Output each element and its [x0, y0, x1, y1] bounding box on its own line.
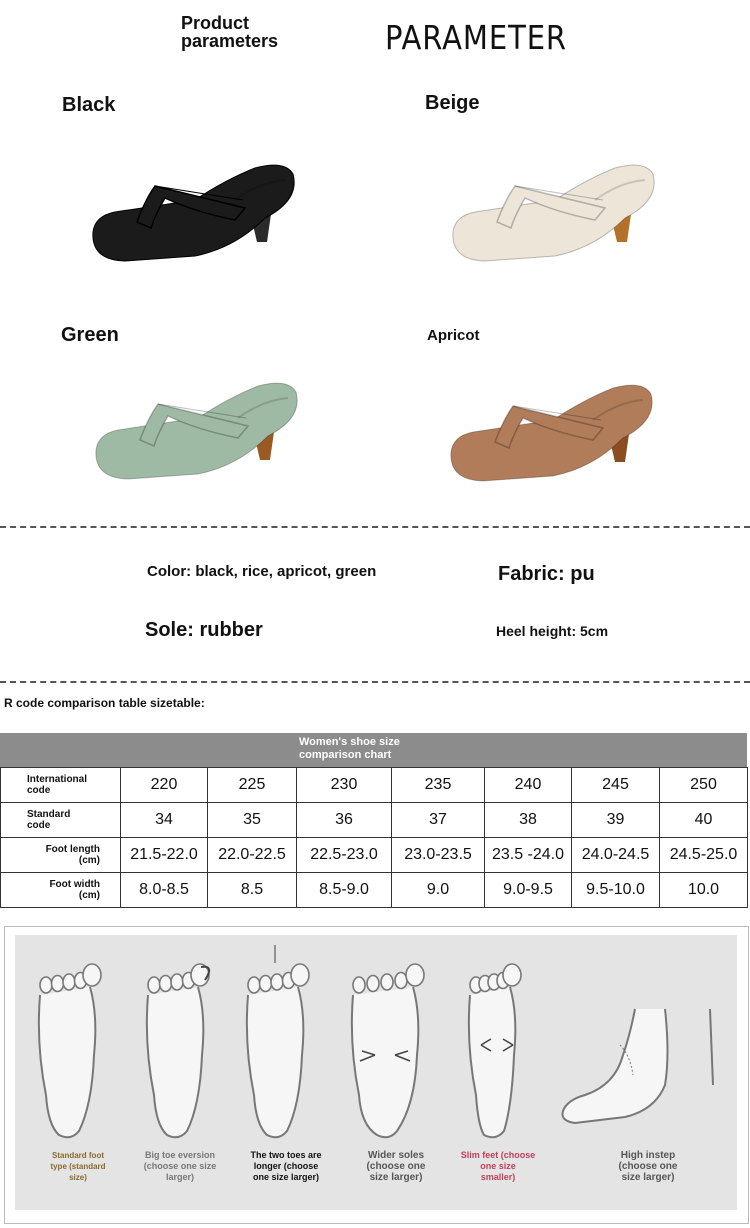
table-cell: 220	[121, 768, 208, 803]
table-cell: 8.5-9.0	[297, 873, 392, 908]
parameter-title: PARAMETER	[385, 18, 567, 57]
table-row	[1, 873, 748, 908]
row-label: Foot length (cm)	[1, 838, 121, 873]
table-cell: 10.0	[660, 873, 748, 908]
table-cell: 240	[485, 768, 572, 803]
table-cell: 9.0-9.5	[485, 873, 572, 908]
table-row	[1, 838, 748, 873]
row-label: Standard code	[1, 803, 121, 838]
table-cell: 22.0-22.5	[208, 838, 297, 873]
row-label: Foot width (cm)	[1, 873, 121, 908]
variant-label-black: Black	[62, 94, 116, 116]
table-cell: 35	[208, 803, 297, 838]
table-cell: 34	[121, 803, 208, 838]
table-cell: 8.0-8.5	[121, 873, 208, 908]
table-cell: 37	[392, 803, 485, 838]
size-table	[0, 767, 748, 908]
foot-type-caption: Slim feet (choose one size smaller)	[460, 1150, 536, 1182]
product-parameters-heading: Product parameters	[181, 13, 279, 51]
table-cell: 21.5-22.0	[121, 838, 208, 873]
row-label: International code	[1, 768, 121, 803]
table-cell: 8.5	[208, 873, 297, 908]
foot-type-caption: The two toes are longer (choose one size larger)	[250, 1150, 322, 1182]
table-cell: 24.5-25.0	[660, 838, 748, 873]
variant-label-apricot: Apricot	[427, 327, 480, 344]
size-table-heading-line2: comparison chart	[299, 749, 392, 761]
table-cell: 23.0-23.5	[392, 838, 485, 873]
table-cell: 38	[485, 803, 572, 838]
table-cell: 9.5-10.0	[572, 873, 660, 908]
spec-heel-height: Heel height: 5cm	[496, 623, 609, 639]
table-row	[1, 768, 748, 803]
table-cell: 36	[297, 803, 392, 838]
table-cell: 225	[208, 768, 297, 803]
foot-type-caption: High instep (choose one size larger)	[618, 1150, 678, 1183]
table-cell: 235	[392, 768, 485, 803]
table-cell: 24.0-24.5	[572, 838, 660, 873]
table-cell: 230	[297, 768, 392, 803]
shoe-image-black	[85, 160, 300, 270]
spec-fabric: Fabric: pu	[498, 563, 595, 585]
table-cell: 22.5-23.0	[297, 838, 392, 873]
table-cell: 250	[660, 768, 748, 803]
foot-type-caption: Wider soles (choose one size larger)	[366, 1150, 426, 1183]
shoe-image-beige	[445, 160, 660, 270]
shoe-image-apricot	[443, 380, 658, 490]
table-row	[1, 803, 748, 838]
spec-color: Color: black, rice, apricot, green	[147, 563, 377, 580]
variant-label-green: Green	[61, 324, 119, 346]
variant-label-beige: Beige	[425, 92, 480, 114]
spec-sole: Sole: rubber	[145, 619, 263, 641]
table-cell: 40	[660, 803, 748, 838]
shoe-image-green	[88, 378, 303, 488]
foot-type-caption: Big toe eversion (choose one size larger)	[143, 1150, 217, 1182]
foot-type-caption: Standard foot type (standard size)	[50, 1151, 106, 1182]
section-divider	[0, 526, 750, 528]
size-table-heading-line1: Women's shoe size	[299, 736, 400, 748]
size-table-title: R code comparison table sizetable:	[4, 696, 205, 710]
table-cell: 9.0	[392, 873, 485, 908]
table-cell: 245	[572, 768, 660, 803]
section-divider	[0, 681, 750, 683]
table-cell: 39	[572, 803, 660, 838]
size-table-heading	[0, 733, 747, 767]
table-cell: 23.5 -24.0	[485, 838, 572, 873]
